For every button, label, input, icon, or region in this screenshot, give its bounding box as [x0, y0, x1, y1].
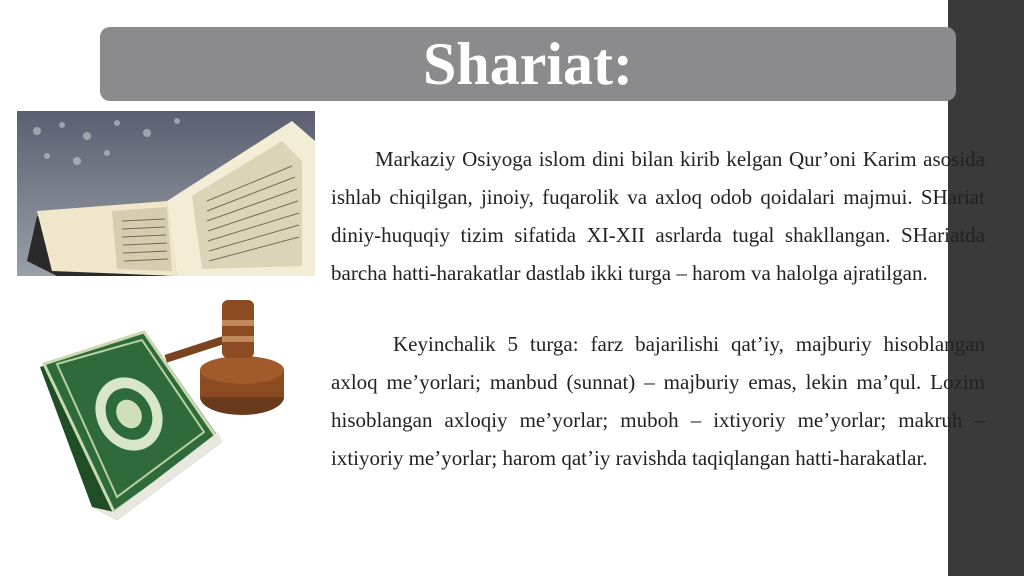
body-text	[331, 140, 985, 477]
open-quran-photo	[17, 111, 315, 276]
quran-and-gavel-photo	[32, 292, 294, 520]
paragraph-2: Keyinchalik 5 turga: farz bajarilishi qat’iy, majburiy hisoblangan axloq me’yorlari; manbud (sunnat) – majburiy emas, lekin ma’qul. Lozim hisoblangan axloqiy me’yorlar; muboh – ixtiyoriy me’yorlar; makruh – ixtiyoriy me’yorlar; harom qat’iy ravishda taqiqlangan hatti-harakatlar.	[331, 332, 985, 470]
slide-title: Shariat:	[423, 31, 633, 97]
paragraph-1: Markaziy Osiyoga islom dini bilan kirib kelgan Qur’oni Karim asosida ishlab chiqilgan, jinoiy, fuqarolik va axloq odob qoidalari majmui. SHariat diniy-huquqiy tizim sifatida XI-XII asrlarda tugal shakllangan. SHariatda barcha hatti-harakatlar dastlab ikki turga – harom va halolga ajratilgan.	[331, 147, 985, 285]
title-banner	[100, 27, 956, 101]
